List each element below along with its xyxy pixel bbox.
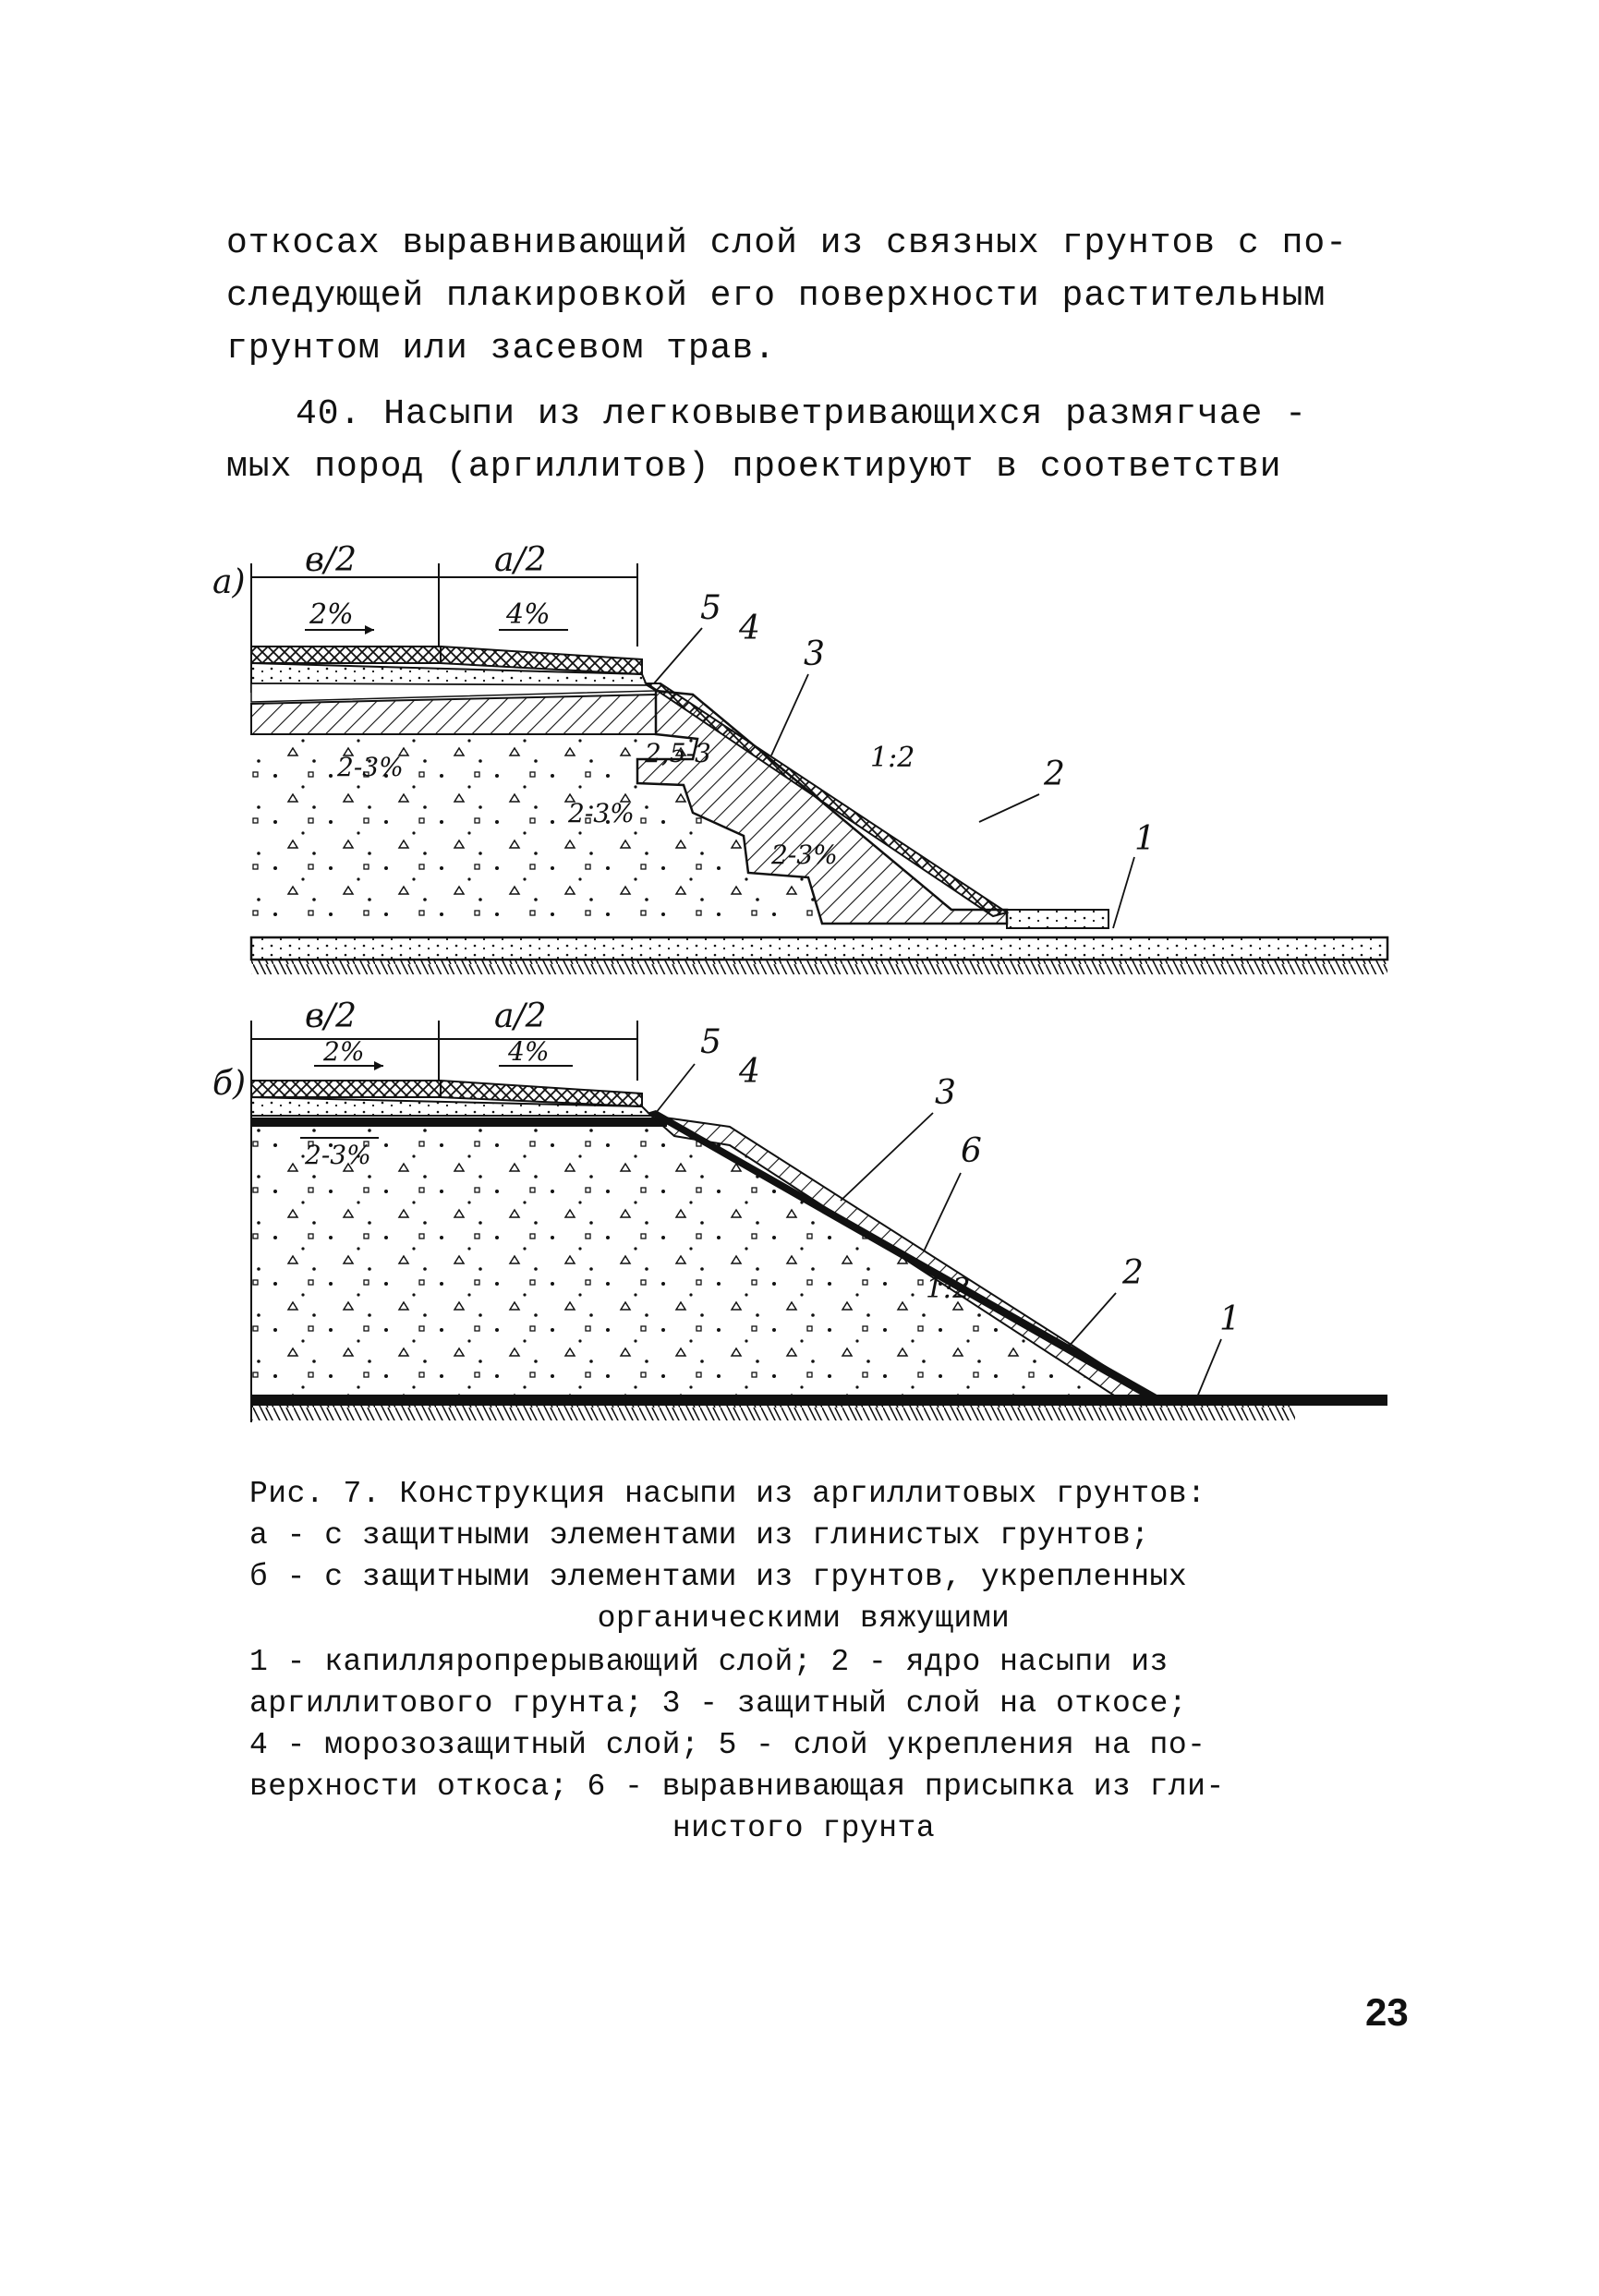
figure-caption <box>249 1473 1358 1849</box>
panel-b-callout-2: 2 <box>1122 1254 1144 1292</box>
panel-a-callout-5: 5 <box>700 589 721 627</box>
panel-b-dim-right: а/2 <box>494 997 547 1035</box>
caption-variant-b-cont: органическими вяжущими <box>597 1601 1011 1636</box>
panel-b-callout-6: 6 <box>961 1132 982 1170</box>
panel-b <box>212 997 1387 1422</box>
panel-a-dim-left: в/2 <box>305 541 357 579</box>
paragraph-40-start: 40. Насыпи из легковыветривающихся размягчае - <box>296 394 1307 434</box>
panel-b-cross-slope: 2-3% <box>305 1140 371 1170</box>
panel-b-callout-5: 5 <box>700 1023 721 1061</box>
body-line: откосах выравнивающий слой из связных грунтов с по- <box>226 224 1348 263</box>
panel-a-slope-left: 2% <box>309 598 354 631</box>
page-number: 23 <box>1365 1990 1409 2034</box>
body-line: следующей плакировкой его поверхности растительным <box>226 276 1326 316</box>
panel-b-label: б) <box>212 1065 247 1103</box>
panel-a-bench-slope-4: 2-3% <box>771 840 838 870</box>
panel-a-dim-right: а/2 <box>494 541 547 579</box>
panel-a-slope-right: 4% <box>506 598 551 631</box>
panel-a-bench-slope-2: 2,5-3 <box>645 738 711 768</box>
figure-7 <box>212 536 1413 1422</box>
body-line: мых пород (аргиллитов) проектируют в соответстви <box>226 447 1282 487</box>
panel-a-embankment-slope: 1:2 <box>870 742 915 774</box>
caption-variant-a: а - с защитными элементами из глинистых грунтов; <box>249 1518 1150 1553</box>
panel-b-callout-4: 4 <box>739 1053 760 1091</box>
caption-legend-line: 4 - морозозащитный слой; 5 - слой укрепления на по- <box>249 1728 1206 1762</box>
caption-title: Рис. 7. Конструкция насыпи из аргиллитовых грунтов: <box>249 1477 1206 1511</box>
panel-a-bench-slope-3: 2-3% <box>568 798 635 828</box>
panel-a <box>212 541 1387 974</box>
body-text <box>226 217 1413 493</box>
caption-legend-line: аргиллитового грунта; 3 - защитный слой на откосе; <box>249 1686 1188 1721</box>
body-line: грунтом или засевом трав. <box>226 329 777 369</box>
caption-legend-line: 1 - капилляропрерывающий слой; 2 - ядро насыпи из <box>249 1645 1169 1679</box>
panel-b-embankment-slope: 1:2 <box>926 1273 971 1305</box>
panel-b-callout-3: 3 <box>935 1074 956 1112</box>
panel-a-callout-2: 2 <box>1044 755 1065 793</box>
panel-a-callout-3: 3 <box>804 635 825 673</box>
panel-a-bench-slope-1: 2-3% <box>337 752 404 782</box>
panel-b-slope-right: 4% <box>508 1036 550 1067</box>
caption-legend-line: верхности откоса; 6 - выравнивающая присыпка из гли- <box>249 1770 1225 1804</box>
panel-a-callout-4: 4 <box>739 610 760 647</box>
caption-legend-line: нистого грунта <box>672 1811 936 1845</box>
panel-b-slope-left: 2% <box>323 1036 365 1067</box>
panel-a-callout-1: 1 <box>1134 820 1156 858</box>
panel-b-dim-left: в/2 <box>305 997 357 1035</box>
panel-a-label: а) <box>212 563 246 601</box>
caption-variant-b: б - с защитными элементами из грунтов, укрепленных <box>249 1560 1188 1594</box>
panel-b-callout-1: 1 <box>1219 1300 1241 1338</box>
